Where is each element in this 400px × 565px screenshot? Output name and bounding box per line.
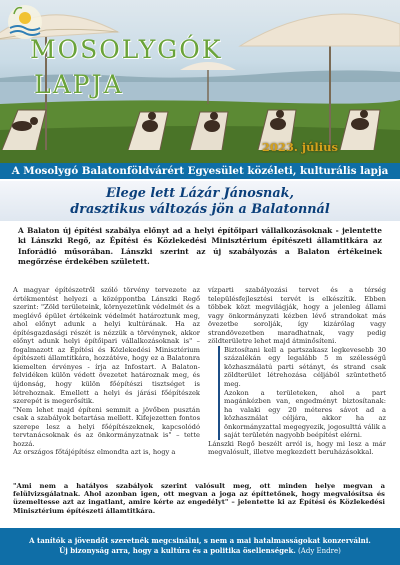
- masthead: [30, 37, 222, 97]
- footer-line2: Új bizonyság arra, hogy a kultúra és a politika ösellenségek.: [59, 545, 296, 555]
- headline-line2: drasztikus változás jön a Balatonnál: [70, 201, 330, 217]
- body-paragraph: Azokon a területeken, ahol a part magánkézben van, engedményt biztosítanak: ha valaki egy 20 méteres sávot ad a közhasználat céljára, akkor ha az önkormányzattal megegyezik, jogosulttá válik a saját területén nagyobb beépítést elérni.: [218, 389, 386, 440]
- issue-date: 2023. július: [261, 140, 338, 154]
- body-paragraph: A magyar építészetről szóló törvény tervezete az értékmentést helyezi a középpontba Lánszki Regő szerint: "Zöld területeink, környezetünk védelmét és a meglévő épület értékeink védelmét határoztunk meg, ahol előnyt adunk a helyi kultúrának. Ha az építésgazdasági részét is nézzük a törvénynek, akkor előnyt adunk helyi építőipari vállalkozásoknak is" – fogalmazott az Építési és Közlekedési Minisztérium építészeti államtitkára, hozzátéve, hogy ez a Balatonra kiemelten érvényes - írja az Infostart. A Balaton-felvidéken külön védett övezetet határoznak meg, és újdonság, hogy külön főépítészi tisztséget is létrehoznak. Emellett a helyi és járási főépítészek szerepét is megerősítik.: [13, 286, 200, 406]
- subtitle-band: A Mosolygó Balatonföldvárért Egyesület közéleti, kulturális lapja: [0, 163, 400, 179]
- headline: [0, 181, 400, 221]
- lead-paragraph: A Balaton új építési szabálya előnyt ad a helyi építőipari vállalkozásoknak - jelentette ki Lánszki Regő, az Építési és Közlekedési Minisztérium építészeti államtitkára az Inforádió műsorában. Lánszki szerint az új szabályozás a Balaton értékeinek megőrzése érdekében született.: [18, 226, 382, 266]
- closing-quote: "Ami nem a hatályos szabályok szerint valósult meg, ott minden helye megvan a felülvizsgálatnak. Ahol azonban igen, ott megvan a joga az építtetőnek, hogy megvalósítsa és üzemeltesse azt az ingatlant, amire kérte az engedélyt" – jelentette ki az Építési és Közlekedési Minisztérium építészeti államtitkára.: [13, 482, 385, 515]
- body-paragraph: Biztosítani kell a partszakasz legkevesebb 30 százalékán egy legalább 5 m szélességű közhasználatú parti sétányt, és strand csak zöldterület létrehozása céljából szüntethető meg.: [218, 346, 386, 389]
- footer-line1: A tanítók a jövendőt szeretnék megcsinálni, s nem a mai hatalmasságokat konzerválni.: [29, 536, 371, 545]
- footer-band: [0, 528, 400, 565]
- header-photo: [0, 0, 400, 163]
- masthead-title-line2: LAPJA: [34, 70, 124, 99]
- left-column: [13, 286, 200, 457]
- body-paragraph: vízparti szabályozási tervet és a térség településfejlesztési tervét is elkészítik. Ebben többek közt megvilágják, hogy a jelenleg állami vagy önkormányzati kézben lévő strandokat más övezetbe sorolják, így kizárólag vagy strandövezetben maradhatnak, vagy pedig zöldterületre lehet majd átminősíteni.: [208, 286, 386, 346]
- association-logo-icon: [0, 0, 50, 48]
- masthead-title-line1: MOSOLYGÓK: [30, 35, 223, 64]
- body-paragraph: "Nem lehet majd építeni semmit a jövőben pusztán csak a szabályok betartása mellett. Kifejezetten fontos szerepe lesz a helyi főépítészeknek, kapcsolódó tervtanácsoknak és az önkormányzatnak is" – tette hozzá.: [13, 405, 200, 448]
- footer-author: (Ady Endre): [298, 546, 341, 555]
- right-column: [208, 286, 386, 457]
- headline-line1: Elege lett Lázár Jánosnak,: [106, 186, 294, 201]
- body-paragraph: Lánszki Regő beszélt arról is, hogy mi lesz a már megvalósult, illetve megkezdett beruházásokkal.: [208, 439, 386, 457]
- body-paragraph: Az országos főtájépítész elmondta azt is, hogy a: [13, 448, 176, 457]
